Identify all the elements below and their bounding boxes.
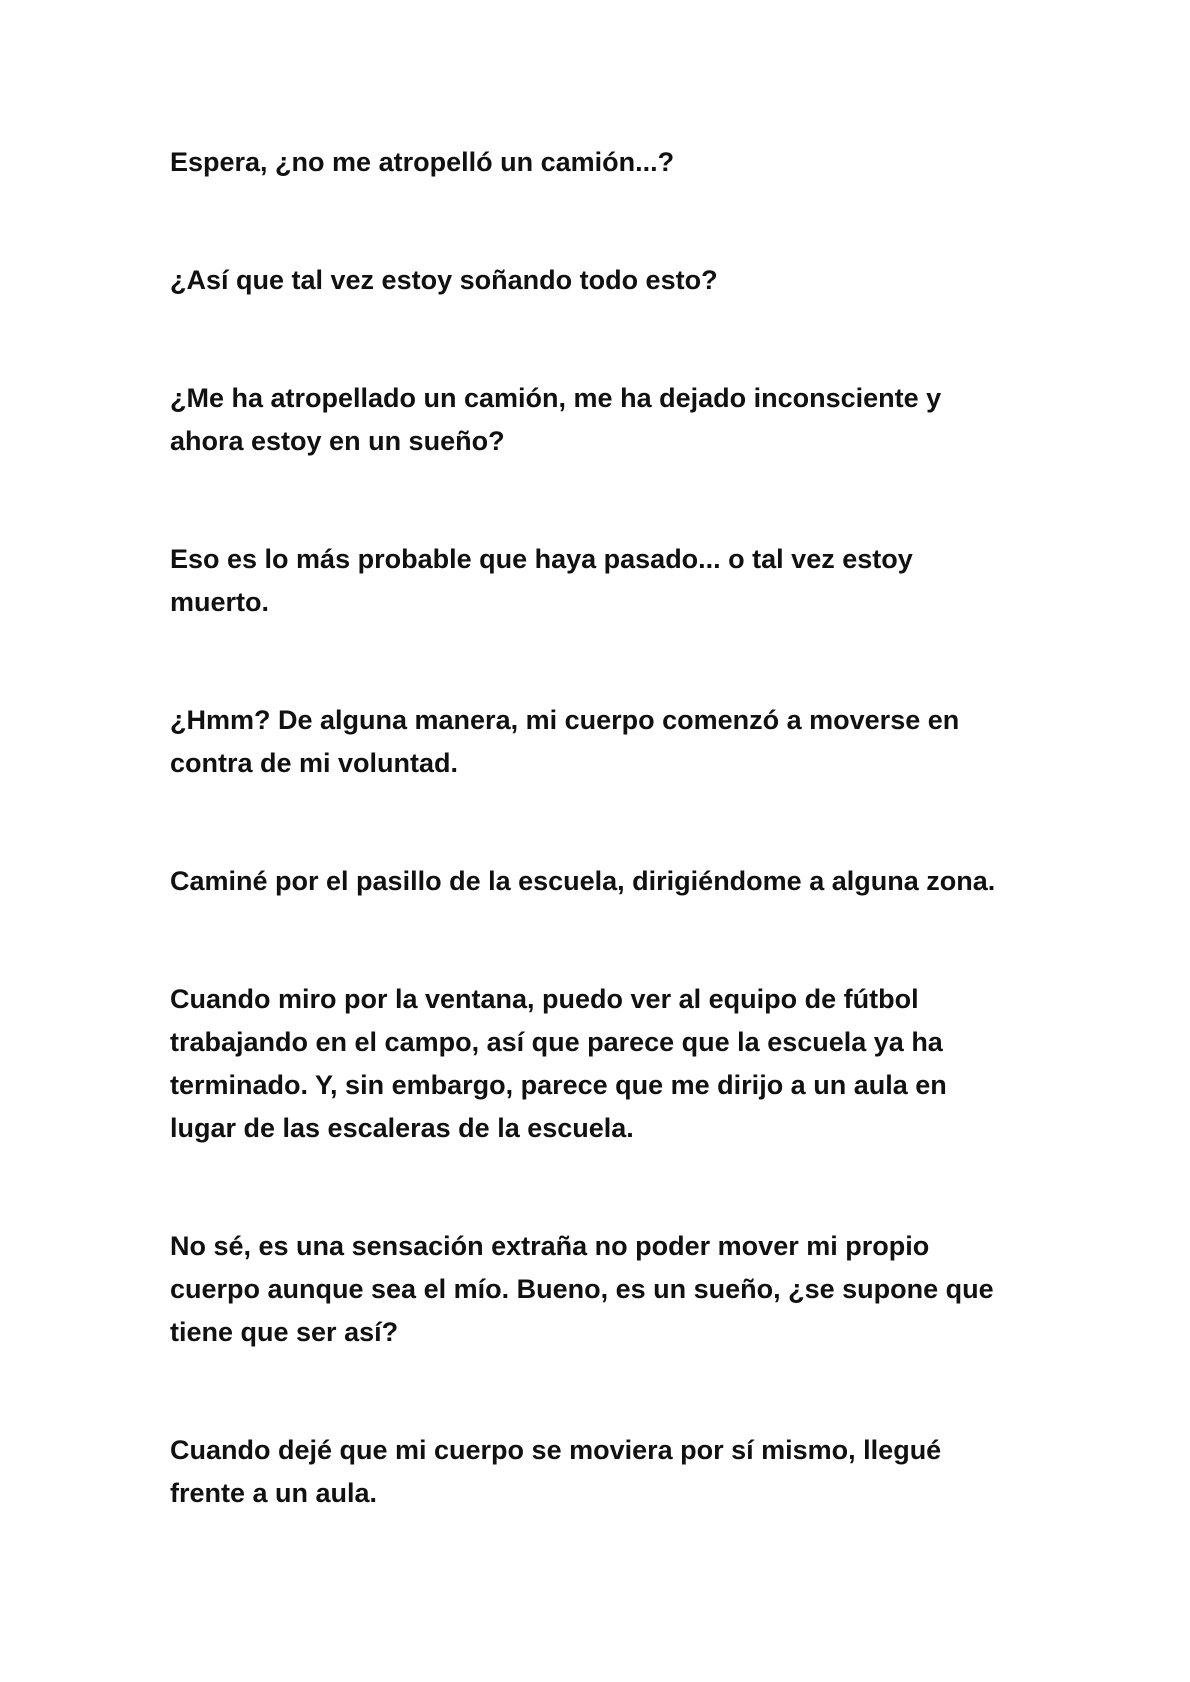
paragraph-5: ¿Hmm? De alguna manera, mi cuerpo comenzó a moverse en contra de mi voluntad.: [170, 705, 960, 778]
paragraph-2: ¿Así que tal vez estoy soñando todo esto?: [170, 265, 718, 295]
paragraph-4: Eso es lo más probable que haya pasado... o tal vez estoy muerto.: [170, 544, 913, 617]
paragraph-1: Espera, ¿no me atropelló un camión...?: [170, 147, 675, 177]
paragraph-7: Cuando miro por la ventana, puedo ver al equipo de fútbol trabajando en el campo, así que parece que la escuela ya ha terminado. Y, sin embargo, parece que me dirijo a un aula en lugar de las escaleras de la escuela.: [170, 984, 947, 1143]
paragraph-8: No sé, es una sensación extraña no poder mover mi propio cuerpo aunque sea el mío. Bueno, es un sueño, ¿se supone que tiene que ser así?: [170, 1231, 994, 1347]
paragraph-6: Caminé por el pasillo de la escuela, dirigiéndome a alguna zona.: [170, 866, 996, 896]
document-body: [170, 141, 1030, 1590]
paragraph-9: Cuando dejé que mi cuerpo se moviera por sí mismo, llegué frente a un aula.: [170, 1435, 942, 1508]
paragraph-3: ¿Me ha atropellado un camión, me ha dejado inconsciente y ahora estoy en un sueño?: [170, 383, 942, 456]
